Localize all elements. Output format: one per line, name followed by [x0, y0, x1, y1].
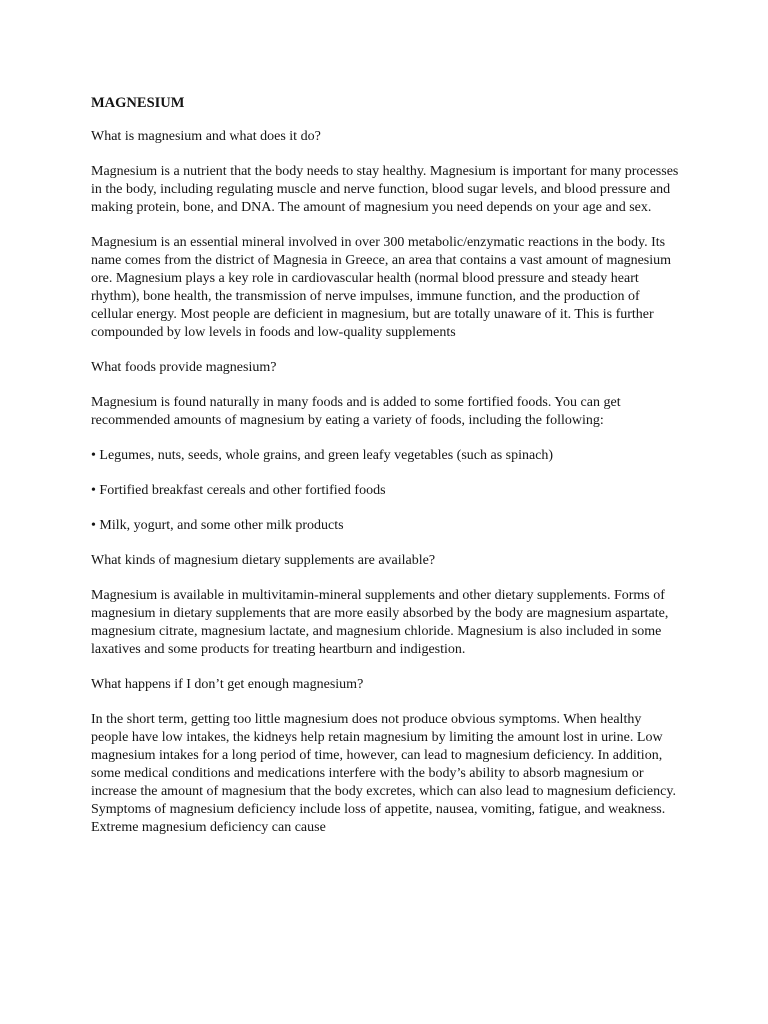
paragraph: Magnesium is available in multivitamin-mineral supplements and other dietary supplements. Forms of magnesium in dietary supplements that are more easily absorbed by the body are magnesium aspartate, magnesium citrate, magnesium lactate, and magnesium chloride. Magnesium is also included in some laxatives and some products for treating heartburn and indigestion. — [91, 588, 669, 657]
bullet-item: • Legumes, nuts, seeds, whole grains, and green leafy vegetables (such as spinach) — [91, 448, 554, 463]
document-body — [91, 94, 681, 854]
document-title: MAGNESIUM — [91, 95, 185, 111]
question-heading: What foods provide magnesium? — [91, 360, 277, 375]
paragraph: In the short term, getting too little magnesium does not produce obvious symptoms. When healthy people have low intakes, the kidneys help retain magnesium by limiting the amount lost in urine. Low magnesium intakes for a long period of time, however, can lead to magnesium deficiency. In addition, some medical conditions and medications interfere with the body’s ability to absorb magnesium or increase the amount of magnesium that the body excretes, which can also lead to magnesium deficiency. Symptoms of magnesium deficiency include loss of appetite, nausea, vomiting, fatigue, and weakness. Extreme magnesium deficiency can cause — [91, 712, 676, 835]
bullet-item: • Fortified breakfast cereals and other fortified foods — [91, 483, 386, 498]
question-heading: What happens if I don’t get enough magnesium? — [91, 677, 364, 692]
paragraph: Magnesium is an essential mineral involved in over 300 metabolic/enzymatic reactions in the body. Its name comes from the district of Magnesia in Greece, an area that contains a vast amount of magnesium ore. Magnesium plays a key role in cardiovascular health (normal blood pressure and steady heart rhythm), bone health, the transmission of nerve impulses, immune function, and the production of cellular energy. Most people are deficient in magnesium, but are totally unaware of it. This is further compounded by low levels in foods and low-quality supplements — [91, 235, 672, 340]
paragraph: Magnesium is found naturally in many foods and is added to some fortified foods. You can get recommended amounts of magnesium by eating a variety of foods, including the following: — [91, 395, 621, 428]
question-heading: What is magnesium and what does it do? — [91, 129, 321, 144]
bullet-item: • Milk, yogurt, and some other milk products — [91, 518, 344, 533]
paragraph: Magnesium is a nutrient that the body needs to stay healthy. Magnesium is important for many processes in the body, including regulating muscle and nerve function, blood sugar levels, and blood pressure and making protein, bone, and DNA. The amount of magnesium you need depends on your age and sex. — [91, 164, 679, 215]
question-heading: What kinds of magnesium dietary supplements are available? — [91, 553, 436, 568]
